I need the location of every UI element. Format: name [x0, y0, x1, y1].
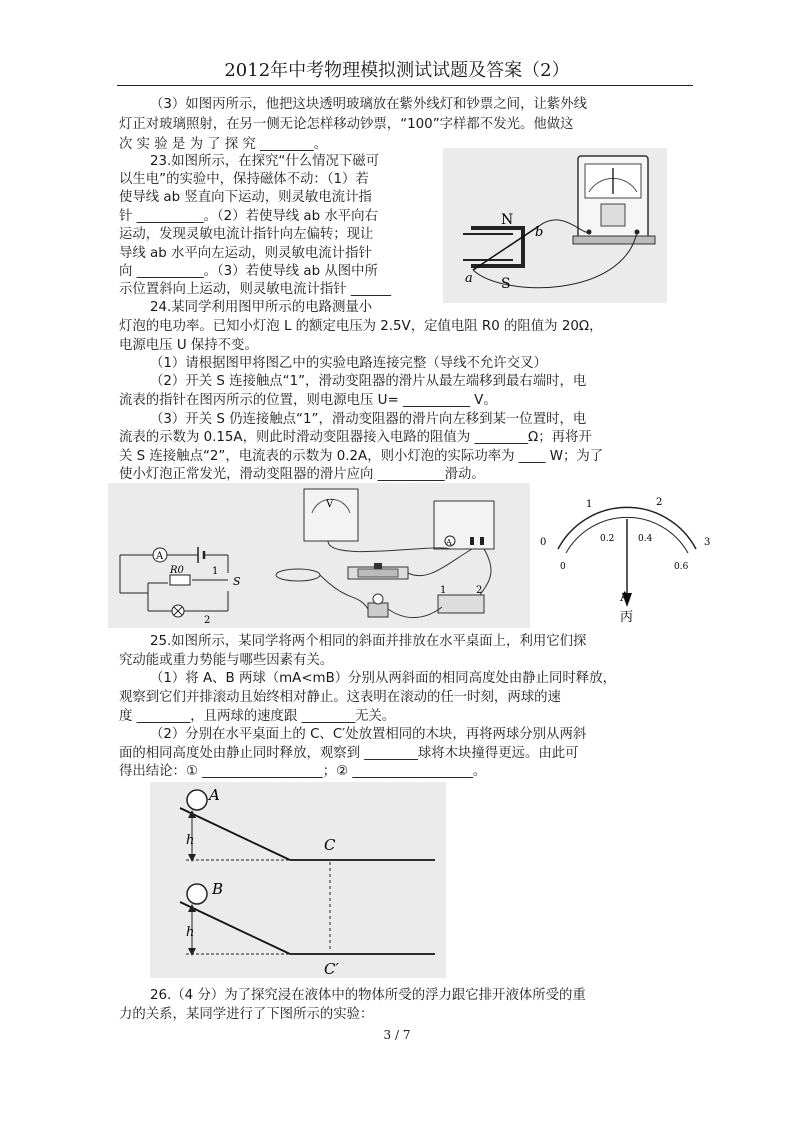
ball-a-icon	[187, 790, 207, 810]
paragraph-line: 观察到它们并排滚动且始终相对静止。这表明在滚动的任一时刻，两球的速	[119, 690, 561, 705]
paragraph-line: 23.如图所示，在探究“什么情况下磁可	[150, 154, 380, 169]
paragraph-line: 电源电压 U 保持不变。	[119, 338, 258, 353]
paragraph-line: 25.如图所示，某同学将两个相同的斜面并排放在水平桌面上，利用它们探	[150, 634, 587, 649]
magnet-pole-S: S	[501, 276, 511, 292]
paragraph-line: 次 实 验 是 为 了 探 究 ________。	[119, 137, 328, 152]
slope-B	[180, 880, 435, 978]
paragraph-line: （2）分别在水平桌面上的 C、C′处放置相同的木块，再将两球分别从两斜	[150, 727, 587, 742]
voltmeter-label: V	[326, 499, 334, 510]
paragraph-line: （1）请根据图甲将图乙中的实验电路连接完整（导线不允许交叉）	[150, 356, 547, 371]
ammeter-symbol-label: A	[156, 551, 164, 562]
figure-slopes	[150, 782, 446, 978]
dial-tick-bottom-0: 0	[560, 562, 566, 572]
point-c-prime-label: C′	[324, 960, 339, 978]
paragraph-line: 流表的指针在图丙所示的位置，则电源电压 U= __________ V。	[119, 393, 497, 408]
switch-label: S	[233, 575, 241, 588]
lamp-socket-icon	[368, 603, 388, 617]
header-rule	[117, 85, 693, 86]
paragraph-line: 使小灯泡正常发光，滑动变阻器的滑片应向 __________滑动。	[119, 467, 485, 482]
paragraph-line: （3）如图丙所示，他把这块透明玻璃放在紫外线灯和钞票之间，让紫外线	[150, 97, 588, 112]
paragraph-line: 流表的示数为 0.15A，则此时滑动变阻器接入电路的阻值为 ________Ω；再将开	[119, 430, 592, 445]
dial-tick-top-1: 1	[586, 499, 593, 510]
paragraph-line: 力的关系，某同学进行了下图所示的实验：	[119, 1007, 374, 1022]
resistor-label: R0	[170, 565, 184, 576]
paragraph-line: 灯正对玻璃照射，在另一侧无论怎样移动钞票，“100”字样都不发光。他做这	[119, 117, 574, 132]
wire-end-a: a	[465, 271, 473, 286]
dial-tick-top-0: 0	[540, 537, 547, 548]
contact-2-label: 2	[204, 615, 211, 626]
paragraph-line: （3）开关 S 仍连接触点“1”，滑动变阻器的滑片向左移到某一位置时，电	[150, 412, 587, 427]
ammeter-dial	[530, 483, 720, 628]
paragraph-line: 24.某同学利用图甲所示的电路测量小	[150, 300, 373, 315]
paragraph-line: 向 __________。（3）若使导线 ab 从图中所	[119, 264, 378, 279]
dial-tick-bottom-1: 0.2	[600, 534, 615, 544]
ammeter-apparatus-label: A	[446, 538, 452, 547]
magnet-pole-N: N	[501, 212, 514, 228]
dial-tick-top-3: 3	[704, 537, 711, 548]
dial-tick-bottom-3: 0.6	[674, 562, 689, 572]
page-number: 3 / 7	[383, 1028, 411, 1042]
height-label-1: h	[186, 833, 195, 848]
point-c-label: C	[324, 836, 336, 854]
ammeter-icon	[434, 501, 494, 549]
switch-contact-2: 2	[476, 585, 483, 596]
paragraph-line: 示位置斜向上运动，则灵敏电流计指针 ______	[119, 282, 392, 297]
figure-circuit	[108, 483, 720, 628]
ball-b-label: B	[212, 880, 224, 898]
figure-induction	[443, 148, 667, 303]
paragraph-line: 关 S 连接触点“2”，电流表的示数为 0.2A，则小灯泡的实际功率为 ____ W；为了	[119, 449, 604, 464]
apparatus-photo	[276, 489, 494, 618]
switch-icon	[438, 595, 484, 613]
contact-1-label: 1	[212, 566, 219, 577]
paragraph-line: 以生电”的实验中，保持磁体不动：（1）若	[119, 172, 369, 187]
paragraph-line: 导线 ab 水平向左运动，则灵敏电流计指针	[119, 246, 372, 261]
paragraph-line: 26.（4 分）为了探究浸在液体中的物体所受的浮力跟它排开液体所受的重	[150, 988, 586, 1003]
figure-caption-bing: 丙	[620, 610, 634, 625]
page-title: 2012年中考物理模拟测试试题及答案（2）	[224, 60, 570, 81]
ball-a-label: A	[209, 786, 220, 804]
schematic-diagram	[120, 547, 241, 626]
wire-end-b: b	[535, 225, 544, 240]
paragraph-line: 度 ________，且两球的速度跟 ________无关。	[119, 709, 396, 724]
paragraph-line: 究动能或重力势能与哪些因素有关。	[119, 653, 334, 668]
ball-b-icon	[187, 884, 207, 904]
paragraph-line: 面的相同高度处由静止同时释放，观察到 ________球将木块撞得更远。由此可	[119, 746, 579, 761]
paragraph-line: （1）将 A、B 两球（mA<mB）分别从两斜面的相同高度处由静止同时释放，	[150, 671, 616, 686]
dial-tick-top-2: 2	[656, 497, 663, 508]
paragraph-line: 运动，发现灵敏电流计指针向左偏转；现让	[119, 227, 374, 242]
dial-unit: A	[620, 590, 630, 605]
paragraph-line: 使导线 ab 竖直向下运动，则灵敏电流计指	[119, 190, 372, 205]
height-label-2: h	[186, 925, 195, 940]
paragraph-line: （2）开关 S 连接触点“1”，滑动变阻器的滑片从最左端移到最右端时，电	[150, 374, 587, 389]
paragraph-line: 得出结论：① __________________；② __________________。	[119, 764, 487, 779]
dial-tick-bottom-2: 0.4	[638, 534, 653, 544]
paragraph-line: 针 __________。（2）若使导线 ab 水平向右	[119, 209, 378, 224]
paragraph-line: 灯泡的电功率。已知小灯泡 L 的额定电压为 2.5V，定值电阻 R0 的阻值为 20Ω，	[119, 319, 603, 334]
switch-contact-1: 1	[440, 585, 447, 596]
voltmeter-icon	[304, 489, 358, 541]
slope-A	[180, 786, 435, 862]
